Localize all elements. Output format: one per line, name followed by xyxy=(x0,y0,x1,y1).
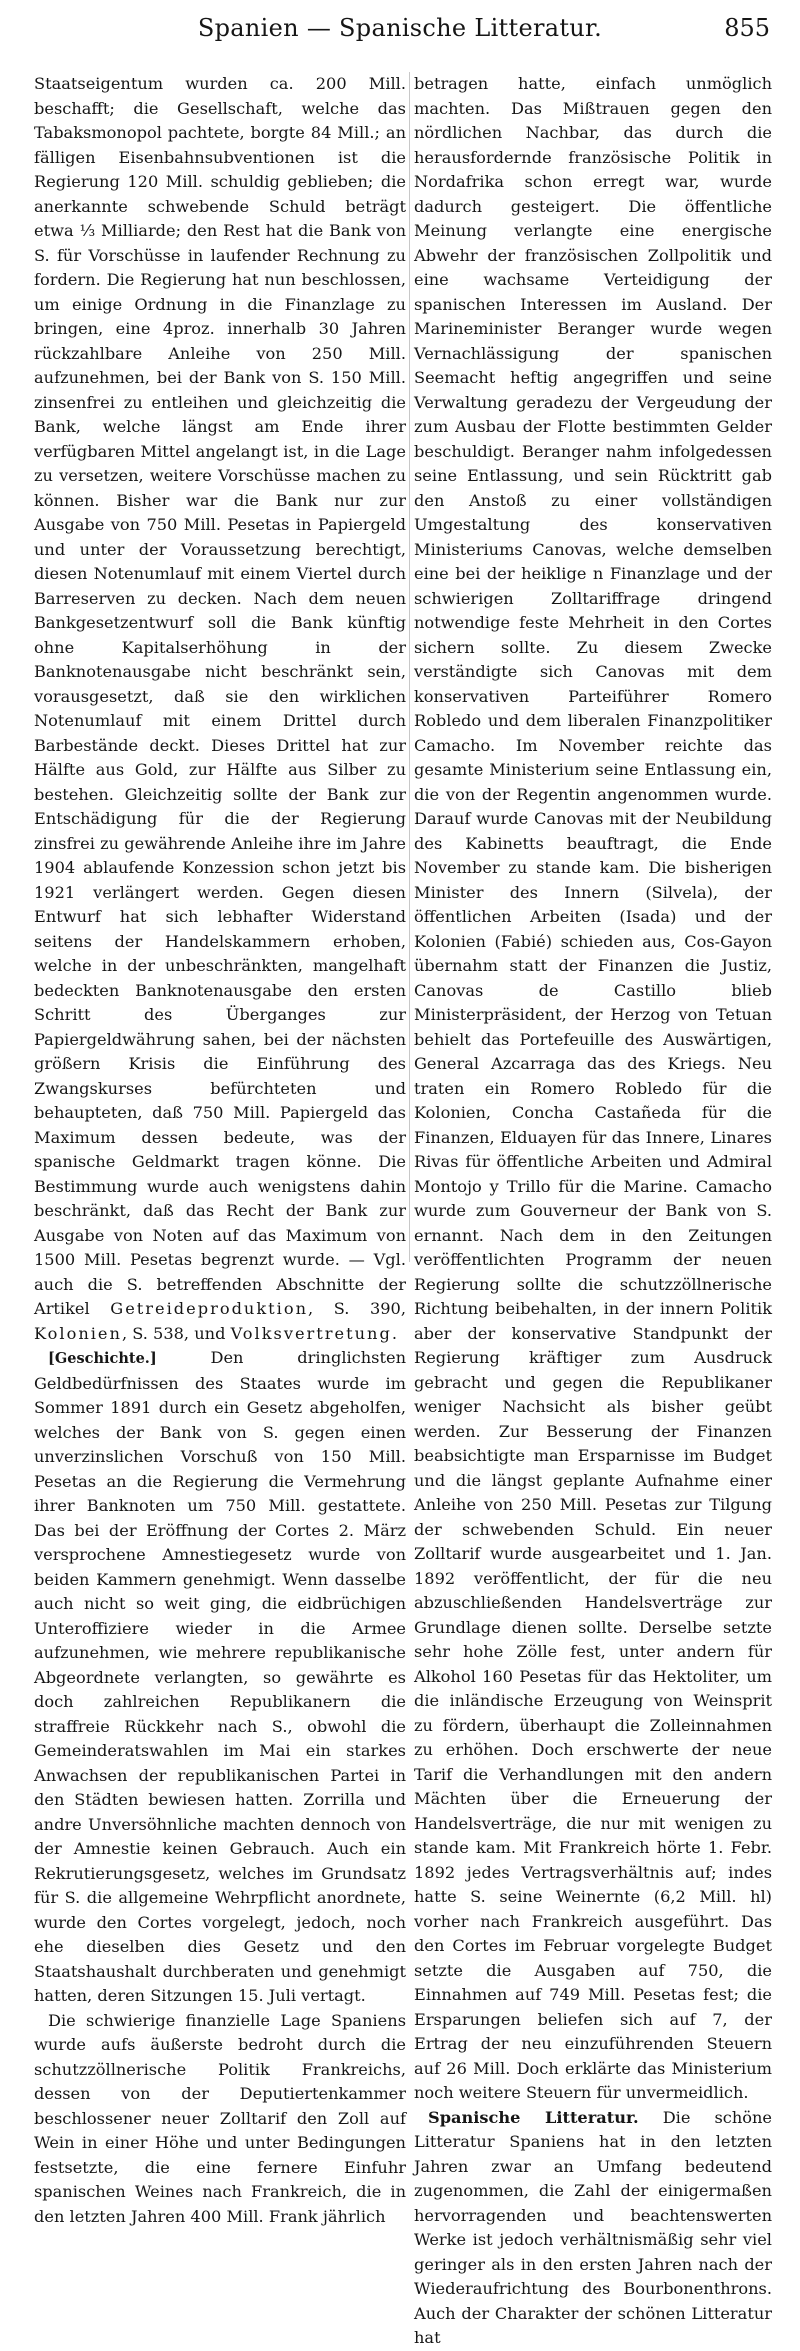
cross-reference: Volksvertretung xyxy=(230,1323,392,1343)
column-divider xyxy=(409,72,410,1262)
page-number: 855 xyxy=(724,14,770,42)
section-heading: Spanische Litteratur. xyxy=(428,2107,639,2127)
paragraph-text: betragen hatte, einfach unmöglich machten. Das Mißtrauen gegen den nördlichen Nachbar, das durch die herausfordernde französische Politik in Nordafrika schon erregt war, wurde dadurch gesteigert. Die öffentliche Meinung verlangte eine energische Abwehr der französischen Zollpolitik und eine wachsame Verteidigung der spanischen Interessen im Ausland. Der Marineminister Beranger wurde wegen Vernachlässigung der spanischen Seemacht heftig angegriffen und seine Verwaltung geradezu der Vergeudung der zum Ausbau der Flotte bestimmten Gelder beschuldigt. Beranger nahm infolgedessen seine Entlassung, und sein Rücktritt gab den Anstoß zu einer vollständigen Umgestaltung des konservativen Ministeriums Canovas, welche demselben eine bei der heiklige n Finanzlage und der schwierigen Zolltariffrage dringend notwendige feste Mehrheit in den Cortes sichern sollte. Zu diesem Zwecke verständigte sich Canovas mit dem konservativen Parteiführer Romero Robledo und dem liberalen Finanzpolitiker Camacho. Im November reichte das gesamte Ministerium seine Entlassung ein, die von der Regentin angenommen wurde. Darauf wurde Canovas mit der Neubildung des Kabinetts beauftragt, die Ende November zu stande kam. Die bisherigen Minister des Innern (Silvela), der öffentlichen Arbeiten (Isada) und der Kolonien (Fabié) schieden aus, Cos-Gayon übernahm statt der Finanzen die Justiz, Canovas de Castillo blieb Ministerpräsident, der Herzog von Tetuan behielt das Portefeuille des Auswärtigen, General Azcarraga das des Kriegs. Neu traten ein Romero Robledo für die Kolonien, Concha Castañeda für die Finanzen, Elduayen für das Innere, Linares Rivas für öffentliche Arbeiten und Admiral Montojo y Trillo für die Marine. Camacho wurde zum Gouverneur der Bank von S. ernannt. Nach dem in den Zeitungen veröffentlichten Programm der neuen Regierung sollte die schutzzöllnerische Richtung beibehalten, in der innern Politik aber der konservative Standpunkt der Regierung kräftiger zum Ausdruck gebracht und gegen die Republikaner weniger Nachsicht als bisher geübt werden. Zur Besserung der Finanzen beabsichtigte man Ersparnisse im Budget und die längst geplante Aufnahme einer Anleihe von 250 Mill. Pesetas zur Tilgung der schwebenden Schuld. Ein neuer Zolltarif wurde ausgearbeitet und 1. Jan. 1892 veröffentlicht, der für die neu abzuschließenden Handelsverträge zur Grundlage dienen sollte. Derselbe setzte sehr hohe Zölle fest, unter andern für Alkohol 160 Pesetas für das Hektoliter, um die inländische Erzeugung von Weinsprit zu fördern, überhaupt die Zolleinnahmen zu erhöhen. Doch erschwerte der neue Tarif die Verhandlungen mit den andern Mächten über die Erneuerung der Handelsverträge, die nur mit wenigen zu stande kam. Mit Frankreich hörte 1. Febr. 1892 jedes Vertragsverhältnis auf; indes hatte S. seine Weinernte (6,2 Mill. hl) vorher nach Frankreich ausgeführt. Das den Cortes im Februar vorgelegte Budget setzte die Ausgaben auf 750, die Einnahmen auf 749 Mill. Pesetas fest; die Ersparungen beliefen sich auf 7, der Ertrag der neu einzuführenden Steuern auf 26 Mill. Doch erklärte das Ministerium noch weitere Steuern für unvermeidlich. xyxy=(414,74,772,2102)
paragraph xyxy=(414,72,772,2106)
paragraph xyxy=(34,1346,406,2009)
cross-reference: Getreideproduktion xyxy=(110,1299,309,1318)
paragraph xyxy=(34,2009,406,2230)
reference-text: , S. 390, xyxy=(308,1299,406,1318)
paragraph xyxy=(34,72,406,1346)
paragraph-text: Staatseigentum wurden ca. 200 Mill. beschafft; die Gesellschaft, welche das Tabaksmonopol pachtete, borgte 84 Mill.; an fälligen Eisenbahnsubventionen ist die Regierung 120 Mill. schuldig geblieben; die anerkannte schwebende Schuld beträgt etwa ⅓ Milliarde; den Rest hat die Bank von S. für Vorschüsse in laufender Rechnung zu fordern. Die Regierung hat nun beschlossen, um einige Ordnung in die Finanzlage zu bringen, eine 4proz. innerhalb 30 Jahren rückzahlbare Anleihe von 250 Mill. aufzunehmen, bei der Bank von S. 150 Mill. zinsenfrei zu entleihen und gleichzeitig die Bank, welche längst am Ende ihrer verfügbaren Mittel angelangt ist, in die Lage zu versetzen, weitere Vorschüsse machen zu können. Bisher war die Bank nur zur Ausgabe von 750 Mill. Pesetas in Papiergeld und unter der Voraussetzung berechtigt, diesen Notenumlauf mit einem Viertel durch Barreserven zu decken. Nach dem neuen Bankgesetzentwurf soll die Bank künftig ohne Kapitalserhöhung in der Banknotenausgabe nicht beschränkt sein, vorausgesetzt, daß sie den wirklichen Notenumlauf mit einem Drittel durch Barbestände deckt. Dieses Drittel hat zur Hälfte aus Gold, zur Hälfte aus Silber zu bestehen. Gleichzeitig sollte der Bank zur Entschädigung für die der Regierung zinsfrei zu gewährende Anleihe ihre im Jahre 1904 ablaufende Konzession schon jetzt bis 1921 verlängert werden. Gegen diesen Entwurf hat sich lebhafter Widerstand seitens der Handelskammern erhoben, welche in der unbeschränkten, mangelhaft bedeckten Banknotenausgabe den ersten Schritt des Überganges zur Papiergeldwährung sahen, bei der nächsten größern Krisis die Einführung des Zwangskurses befürchteten und behaupteten, daß 750 Mill. Papiergeld das Maximum dessen bedeute, was der spanische Geldmarkt tragen könne. Die Bestimmung wurde auch wenigstens dahin beschränkt, daß das Recht der Bank zur Ausgabe von Noten auf das Maximum von 1500 Mill. Pesetas begrenzt wurde. — Vgl. auch die S. betreffenden Abschnitte der Artikel xyxy=(34,74,406,1318)
section-marker: [Geschichte.] xyxy=(48,1350,157,1367)
cross-reference: Kolonien xyxy=(34,1323,122,1343)
reference-text: , S. 538, und xyxy=(121,1323,226,1343)
paragraph-text: Den dringlichsten Geldbedürfnissen des Staates wurde im Sommer 1891 durch ein Gesetz abgeholfen, welches der Bank von S. gegen einen unverzinslichen Vorschuß von 150 Mill. Pesetas an die Regierung die Vermehrung ihrer Banknoten um 750 Mill. gestattete. Das bei der Eröffnung der Cortes 2. März versprochene Amnestiegesetz wurde von beiden Kammern genehmigt. Wenn dasselbe auch nicht so weit ging, die eidbrüchigen Unteroffiziere wieder in die Armee aufzunehmen, wie mehrere republikanische Abgeordnete verlangten, so gewährte es doch zahlreichen Republikanern die straffreie Rückkehr nach S., obwohl die Gemeinderatswahlen im Mai ein starkes Anwachsen der republikanischen Partei in den Städten bewiesen hatten. Zorrilla und andre Unversöhnliche machten dennoch von der Amnestie keinen Gebrauch. Auch ein Rekrutierungsgesetz, welches im Grundsatz für S. die allgemeine Wehrpflicht anordnete, wurde den Cortes vorgelegt, jedoch, noch ehe dieselben dies Gesetz und den Staatshaushalt durchberaten und genehmigt hatten, deren Sitzungen 15. Juli vertagt. xyxy=(34,1348,406,2005)
reference-text: . xyxy=(391,1323,397,1343)
paragraph-text: Die schwierige finanzielle Lage Spaniens wurde aufs äußerste bedroht durch die schutzzöllnerische Politik Frankreichs, dessen von der Deputiertenkammer beschlossener neuer Zolltarif den Zoll auf Wein in einer Höhe und unter Bedingungen festsetzte, die eine fernere Einfuhr spanischen Weines nach Frankreich, die in den letzten Jahren 400 Mill. Frank jährlich xyxy=(34,2010,406,2226)
right-column xyxy=(414,72,772,2347)
page-header xyxy=(0,0,800,58)
left-column xyxy=(34,72,406,2226)
paragraph xyxy=(414,2106,772,2351)
paragraph-text: Die schöne Litteratur Spaniens hat in den letzten Jahren zwar an Umfang bedeutend zugenommen, die Zahl der einigermaßen hervorragenden und beachtenswerten Werke ist jedoch verhältnismäßig sehr viel geringer als in den ersten Jahren nach der Wiederaufrichtung des Bourbonenthrons. Auch der Charakter der schönen Litteratur hat xyxy=(414,2107,772,2347)
running-title: Spanien — Spanische Litteratur. xyxy=(197,14,603,42)
